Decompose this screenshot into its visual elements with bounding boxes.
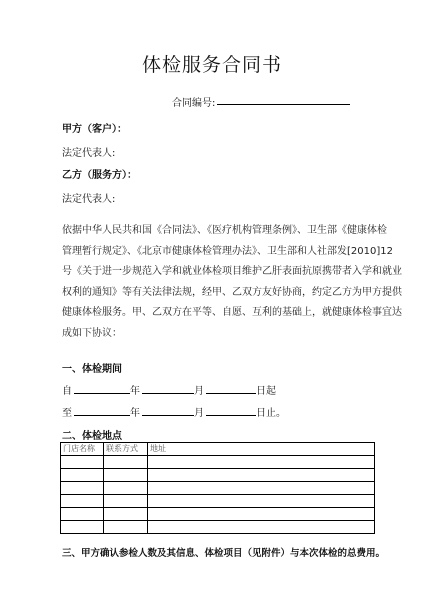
address-cell[interactable] bbox=[148, 482, 375, 495]
header-contact: 联系方式 bbox=[104, 443, 148, 456]
table-row bbox=[61, 508, 375, 521]
end-year-field[interactable] bbox=[74, 415, 130, 416]
table-row bbox=[61, 495, 375, 508]
intro-line: 管理暂行规定》、《北京市健康体检管理办法》、卫生部和人社部发[2010]12 bbox=[62, 245, 393, 257]
party-a-label: 甲方（客户）： bbox=[62, 124, 127, 135]
party-b-representative-label: 法定代表人: bbox=[62, 194, 116, 205]
period-from-label: 自 bbox=[62, 386, 72, 397]
day-end-suffix: 日止。 bbox=[256, 408, 286, 419]
end-month-field[interactable] bbox=[142, 415, 194, 416]
intro-line: 依据中华人民共和国《合同法》、《医疗机构管理条例》、卫生部《健康体检 bbox=[62, 225, 387, 236]
section-3-title: 三、甲方确认参检人数及其信息、体检项目（见附件）与本次体检的总费用。 bbox=[62, 548, 386, 559]
intro-line: 健康体检服务。甲、乙双方在平等、自愿、互利的基础上，就健康体检事宜达 bbox=[62, 307, 402, 318]
year-label: 年 bbox=[130, 386, 140, 397]
document-title: 体检服务合同书 bbox=[141, 54, 282, 76]
table-row bbox=[61, 456, 375, 469]
intro-line: 权利的通知》等有关法律法规，经甲、乙双方友好协商，约定乙方为甲方提供 bbox=[62, 286, 402, 298]
store-name-cell[interactable] bbox=[61, 482, 104, 495]
year-label: 年 bbox=[130, 408, 140, 419]
contract-number-label: 合同编号: bbox=[172, 98, 216, 109]
start-year-field[interactable] bbox=[74, 393, 130, 394]
section-1-title: 一、体检期间 bbox=[62, 364, 122, 375]
table-row bbox=[61, 521, 375, 534]
table-row bbox=[61, 469, 375, 482]
store-name-cell[interactable] bbox=[61, 456, 104, 469]
contact-cell[interactable] bbox=[104, 495, 148, 508]
start-day-field[interactable] bbox=[206, 393, 256, 394]
contact-cell[interactable] bbox=[104, 508, 148, 521]
month-label: 月 bbox=[194, 408, 204, 419]
contact-cell[interactable] bbox=[104, 469, 148, 482]
end-day-field[interactable] bbox=[206, 415, 256, 416]
address-cell[interactable] bbox=[148, 456, 375, 469]
contact-cell[interactable] bbox=[104, 456, 148, 469]
table-row bbox=[61, 482, 375, 495]
intro-paragraph bbox=[62, 221, 402, 344]
party-b-label: 乙方（服务方）： bbox=[62, 170, 137, 181]
intro-line: 号《关于进一步规范入学和就业体检项目维护乙肝表面抗原携带者入学和就业 bbox=[62, 266, 402, 277]
start-month-field[interactable] bbox=[142, 393, 194, 394]
month-label: 月 bbox=[194, 386, 204, 397]
section-2-title: 二、体检地点 bbox=[62, 431, 122, 442]
table-header-row bbox=[61, 443, 375, 456]
day-start-suffix: 日起 bbox=[256, 386, 276, 397]
store-name-cell[interactable] bbox=[61, 469, 104, 482]
address-cell[interactable] bbox=[148, 521, 375, 534]
address-cell[interactable] bbox=[148, 469, 375, 482]
intro-line: 成如下协议： bbox=[62, 327, 122, 339]
header-store-name: 门店名称 bbox=[61, 443, 104, 456]
period-to-label: 至 bbox=[62, 408, 72, 419]
location-table bbox=[60, 442, 375, 534]
party-a-representative-label: 法定代表人: bbox=[62, 148, 116, 159]
address-cell[interactable] bbox=[148, 495, 375, 508]
store-name-cell[interactable] bbox=[61, 495, 104, 508]
header-address: 地址 bbox=[148, 443, 375, 456]
store-name-cell[interactable] bbox=[61, 508, 104, 521]
contact-cell[interactable] bbox=[104, 482, 148, 495]
address-cell[interactable] bbox=[148, 508, 375, 521]
store-name-cell[interactable] bbox=[61, 521, 104, 534]
contract-number bbox=[172, 94, 215, 109]
contact-cell[interactable] bbox=[104, 521, 148, 534]
contract-number-field[interactable] bbox=[217, 104, 350, 105]
